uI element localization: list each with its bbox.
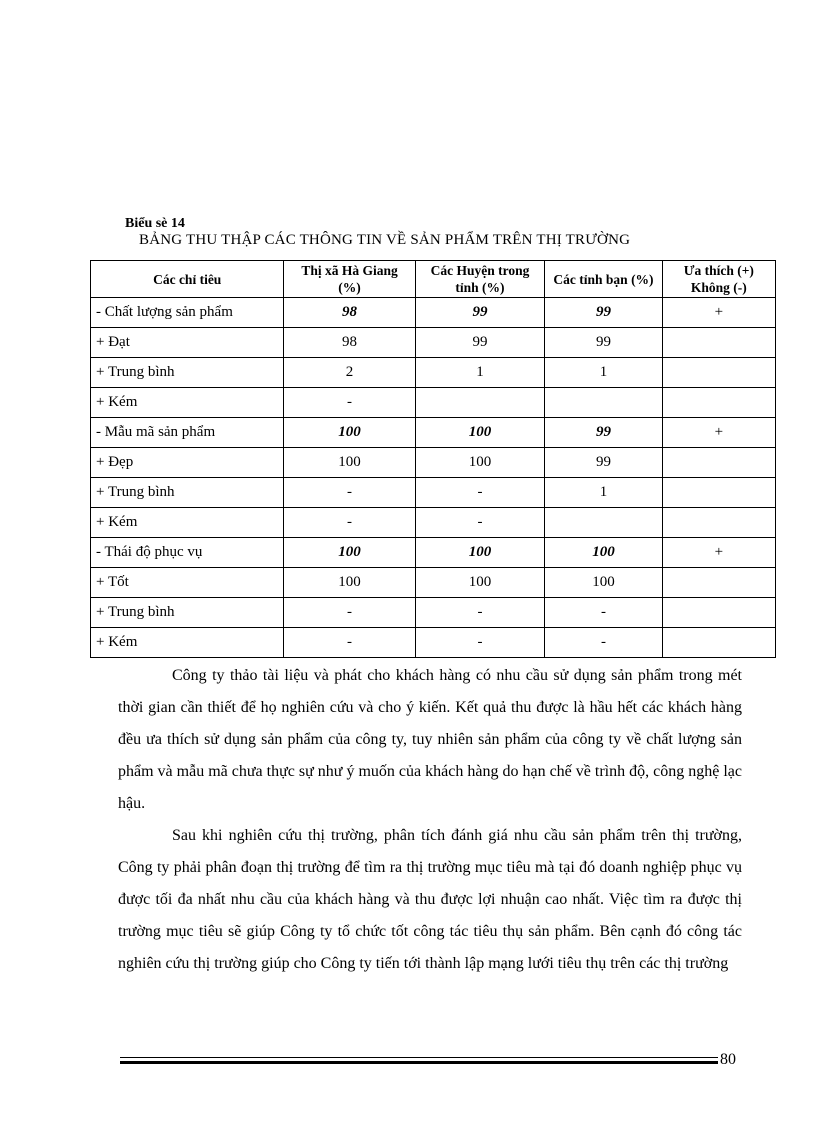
cell-districts: 100 bbox=[415, 568, 545, 598]
table-row bbox=[91, 538, 776, 568]
table-body bbox=[91, 298, 776, 658]
table-row bbox=[91, 418, 776, 448]
cell-preference: + bbox=[662, 538, 775, 568]
cell-ha-giang: 98 bbox=[284, 328, 415, 358]
cell-other-provinces: 99 bbox=[545, 448, 662, 478]
cell-other-provinces bbox=[545, 388, 662, 418]
cell-preference bbox=[662, 358, 775, 388]
cell-districts: 100 bbox=[415, 538, 545, 568]
cell-preference bbox=[662, 598, 775, 628]
cell-districts: 100 bbox=[415, 418, 545, 448]
row-label: + Trung bình bbox=[91, 478, 284, 508]
table-row bbox=[91, 628, 776, 658]
cell-other-provinces: 99 bbox=[545, 298, 662, 328]
cell-ha-giang: 98 bbox=[284, 298, 415, 328]
cell-preference bbox=[662, 448, 775, 478]
row-label: - Chất lượng sản phẩm bbox=[91, 298, 284, 328]
cell-other-provinces: 99 bbox=[545, 328, 662, 358]
cell-ha-giang: - bbox=[284, 478, 415, 508]
header-other-provinces: Các tỉnh bạn (%) bbox=[545, 261, 662, 298]
page-number: 80 bbox=[720, 1051, 736, 1068]
cell-other-provinces: 1 bbox=[545, 358, 662, 388]
row-label: + Đẹp bbox=[91, 448, 284, 478]
row-label: + Kém bbox=[91, 628, 284, 658]
footer-rule-thick bbox=[120, 1061, 718, 1064]
cell-preference: + bbox=[662, 298, 775, 328]
cell-ha-giang: 2 bbox=[284, 358, 415, 388]
table-row bbox=[91, 328, 776, 358]
footer-rule-thin bbox=[120, 1057, 718, 1058]
cell-other-provinces: 100 bbox=[545, 538, 662, 568]
header-ha-giang: Thị xã Hà Giang (%) bbox=[284, 261, 415, 298]
cell-other-provinces: - bbox=[545, 598, 662, 628]
cell-other-provinces: 1 bbox=[545, 478, 662, 508]
cell-preference bbox=[662, 628, 775, 658]
row-label: - Mẫu mã sản phẩm bbox=[91, 418, 284, 448]
cell-ha-giang: 100 bbox=[284, 538, 415, 568]
cell-ha-giang: - bbox=[284, 388, 415, 418]
table-row bbox=[91, 388, 776, 418]
header-preference: Ưa thích (+) Không (-) bbox=[662, 261, 775, 298]
cell-districts: - bbox=[415, 508, 545, 538]
cell-districts bbox=[415, 388, 545, 418]
cell-preference bbox=[662, 568, 775, 598]
paragraph-2: Sau khi nghiên cứu thị trường, phân tích đánh giá nhu cầu sản phẩm trên thị trường, Công ty phải phân đoạn thị trường để tìm ra thị trường mục tiêu mà tại đó doanh nghiệp phục vụ được tối đa nhất nhu cầu của khách hàng và thu được lợi nhuận cao nhất. Việc tìm ra được thị trường mục tiêu sẽ giúp Công ty tổ chức tốt công tác tiêu thụ sản phẩm. Bên cạnh đó công tác nghiên cứu thị trường giúp cho Công ty tiến tới thành lập mạng lưới tiêu thụ trên các thị trường bbox=[118, 827, 742, 972]
row-label: + Đạt bbox=[91, 328, 284, 358]
table-row bbox=[91, 478, 776, 508]
cell-ha-giang: 100 bbox=[284, 418, 415, 448]
cell-preference bbox=[662, 478, 775, 508]
row-label: + Tốt bbox=[91, 568, 284, 598]
header-districts: Các Huyện trong tỉnh (%) bbox=[415, 261, 545, 298]
table-caption: Biểu sè 14 bbox=[125, 216, 185, 231]
cell-ha-giang: 100 bbox=[284, 448, 415, 478]
cell-districts: 99 bbox=[415, 298, 545, 328]
cell-preference bbox=[662, 388, 775, 418]
cell-districts: - bbox=[415, 478, 545, 508]
table-row bbox=[91, 598, 776, 628]
row-label: + Trung bình bbox=[91, 358, 284, 388]
cell-ha-giang: - bbox=[284, 508, 415, 538]
table-title: BẢNG THU THẬP CÁC THÔNG TIN VỀ SẢN PHẨM TRÊN THỊ TRƯỜNG bbox=[139, 232, 631, 248]
table-row bbox=[91, 448, 776, 478]
cell-other-provinces bbox=[545, 508, 662, 538]
cell-preference: + bbox=[662, 418, 775, 448]
row-label: + Trung bình bbox=[91, 598, 284, 628]
body-text bbox=[118, 660, 742, 980]
cell-districts: 99 bbox=[415, 328, 545, 358]
row-label: - Thái độ phục vụ bbox=[91, 538, 284, 568]
cell-districts: - bbox=[415, 628, 545, 658]
table-header-row bbox=[91, 261, 776, 298]
cell-preference bbox=[662, 508, 775, 538]
cell-other-provinces: 99 bbox=[545, 418, 662, 448]
cell-districts: 100 bbox=[415, 448, 545, 478]
data-table bbox=[90, 260, 776, 658]
cell-districts: 1 bbox=[415, 358, 545, 388]
cell-ha-giang: 100 bbox=[284, 568, 415, 598]
row-label: + Kém bbox=[91, 388, 284, 418]
row-label: + Kém bbox=[91, 508, 284, 538]
table-row bbox=[91, 508, 776, 538]
cell-preference bbox=[662, 328, 775, 358]
cell-ha-giang: - bbox=[284, 598, 415, 628]
cell-other-provinces: - bbox=[545, 628, 662, 658]
paragraph-1: Công ty thảo tài liệu và phát cho khách hàng có nhu cầu sử dụng sản phẩm trong mét thời gian cần thiết để họ nghiên cứu và cho ý kiến. Kết quả thu được là hầu hết các khách hàng đều ưa thích sử dụng sản phẩm của công ty, tuy nhiên sản phẩm của công ty về chất lượng sản phẩm và mẫu mã chưa thực sự như ý muốn của khách hàng do hạn chế về trình độ, công nghệ lạc hậu. bbox=[118, 667, 742, 812]
table-row bbox=[91, 298, 776, 328]
cell-districts: - bbox=[415, 598, 545, 628]
table-row bbox=[91, 568, 776, 598]
header-criteria: Các chỉ tiêu bbox=[91, 261, 284, 298]
cell-ha-giang: - bbox=[284, 628, 415, 658]
table-row bbox=[91, 358, 776, 388]
cell-other-provinces: 100 bbox=[545, 568, 662, 598]
